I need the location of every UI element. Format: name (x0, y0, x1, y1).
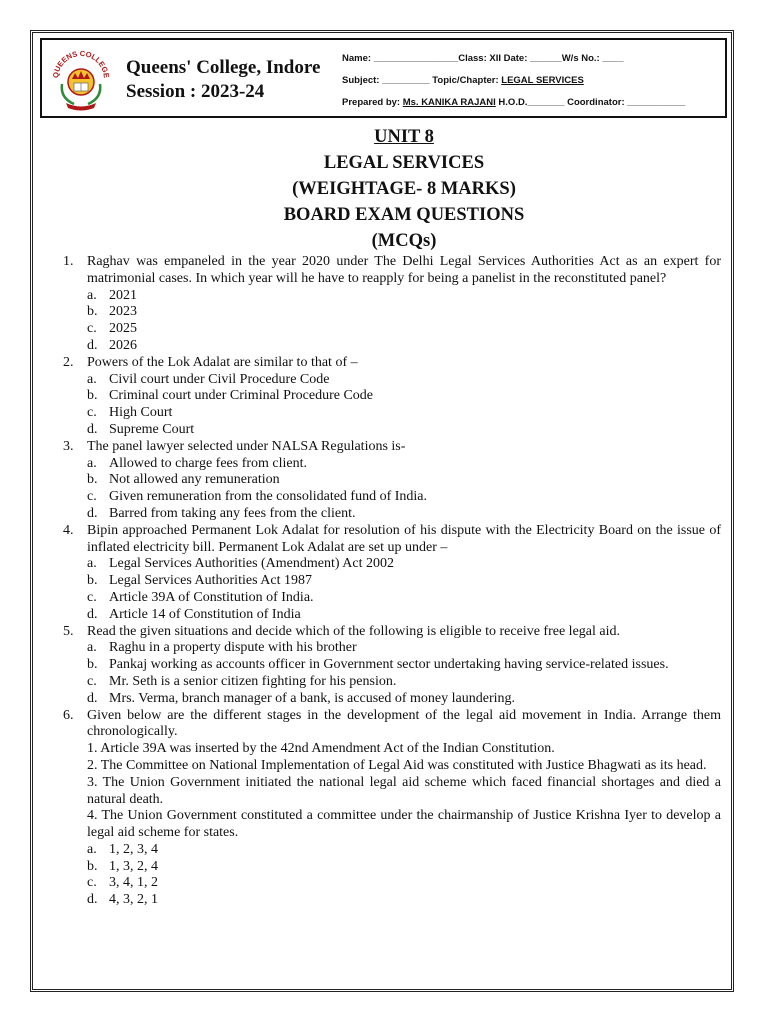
option-text: Pankaj working as accounts officer in Government sector undertaking having service-related issues. (109, 657, 669, 673)
option-item (63, 338, 721, 355)
option-text: Article 14 of Constitution of India (109, 606, 301, 622)
option-text: Civil court under Civil Procedure Code (109, 371, 330, 387)
option-label: c. (87, 875, 97, 891)
option-text: 2021 (109, 287, 137, 303)
option-label: d. (87, 337, 98, 353)
question-item (63, 708, 721, 742)
question-number: 2. (63, 354, 74, 370)
option-label: b. (87, 472, 98, 488)
option-item (63, 456, 721, 473)
question-number: 1. (63, 254, 74, 269)
meta-line-name: Name: ________________Class: XII Date: ______W/s No.: ____ (342, 53, 624, 64)
question-item (63, 523, 721, 557)
option-label: b. (87, 657, 98, 673)
option-item (63, 388, 721, 405)
question-number: 4. (63, 522, 74, 538)
question-text: Bipin approached Permanent Lok Adalat for resolution of his dispute with the Electricity Board on the issue of inflated electricity bill. Permanent Lok Adalat are set up under – (87, 522, 721, 555)
meta-line-subject (342, 70, 685, 92)
chapter-title: LEGAL SERVICES (323, 153, 485, 173)
question-text: Raghav was empaneled in the year 2020 under The Delhi Legal Services Authorities Act as an expert for matrimonial cases. In which year will he have to reapply for being a panelist in the reconstituted panel? (87, 254, 721, 286)
option-text: Legal Services Authorities Act 1987 (109, 573, 312, 589)
option-item (63, 573, 721, 590)
college-name-block (126, 56, 320, 104)
option-item (63, 875, 721, 892)
option-item (63, 489, 721, 506)
option-label: d. (87, 505, 98, 521)
question-number: 5. (63, 623, 74, 639)
option-item (63, 691, 721, 708)
option-text: Given remuneration from the consolidated fund of India. (109, 489, 428, 505)
option-label: b. (87, 304, 98, 320)
college-name: Queens' College, Indore (126, 57, 321, 78)
prepared-by-value: Ms. KANIKA RAJANI (402, 97, 496, 108)
option-text: Barred from taking any fees from the client. (109, 505, 356, 521)
section-title: BOARD EXAM QUESTIONS (283, 205, 525, 225)
unit-title: UNIT 8 (374, 127, 434, 147)
option-text: Mr. Seth is a senior citizen fighting for his pension. (109, 673, 397, 689)
option-item (63, 472, 721, 489)
statement-item: 2. The Committee on National Implementation of Legal Aid was constituted with Justice Bhagwati as its head. (87, 757, 707, 773)
question-text: Read the given situations and decide which of the following is eligible to receive free legal aid. (87, 623, 620, 639)
option-text: Raghu in a property dispute with his brother (109, 640, 357, 656)
college-logo (48, 46, 114, 112)
option-item (63, 556, 721, 573)
topic-value: LEGAL SERVICES (501, 75, 584, 86)
header-box (40, 38, 727, 118)
option-label: a. (87, 455, 97, 471)
question-list (63, 254, 721, 909)
option-label: b. (87, 858, 98, 874)
option-text: High Court (109, 405, 173, 421)
option-text: Not allowed any remuneration (109, 472, 280, 488)
option-label: c. (87, 405, 97, 421)
option-item (63, 288, 721, 305)
option-item (63, 657, 721, 674)
option-item (63, 640, 721, 657)
question-item (63, 355, 721, 372)
option-text: 2025 (109, 321, 137, 337)
option-label: d. (87, 892, 98, 908)
question-item (63, 624, 721, 641)
title-block (40, 124, 768, 254)
question-text: The panel lawyer selected under NALSA Regulations is- (87, 438, 406, 454)
option-item (63, 892, 721, 909)
option-label: b. (87, 573, 98, 589)
option-item (63, 372, 721, 389)
question-item (63, 439, 721, 456)
weightage: (WEIGHTAGE- 8 MARKS) (292, 179, 516, 199)
option-item (63, 859, 721, 876)
option-text: Supreme Court (109, 421, 195, 437)
option-label: a. (87, 640, 97, 656)
option-text: Mrs. Verma, branch manager of a bank, is accused of money laundering. (109, 690, 515, 706)
option-item (63, 674, 721, 691)
prepared-label: Prepared by: (342, 97, 403, 108)
option-text: 1, 3, 2, 4 (109, 858, 158, 874)
option-item (63, 405, 721, 422)
question-type: (MCQs) (371, 231, 437, 251)
option-text: Allowed to charge fees from client. (109, 455, 308, 471)
option-text: 2026 (109, 337, 137, 353)
hod-coordinator: H.O.D._______ Coordinator: ___________ (495, 97, 686, 108)
option-item (63, 607, 721, 624)
option-text: 2023 (109, 304, 137, 320)
meta-line-prepared (342, 92, 685, 114)
question-number: 6. (63, 707, 74, 723)
option-label: c. (87, 489, 97, 505)
option-label: d. (87, 690, 98, 706)
question-number: 3. (63, 438, 74, 454)
option-item (63, 590, 721, 607)
option-text: 1, 2, 3, 4 (109, 841, 158, 857)
option-label: c. (87, 321, 97, 337)
option-item (63, 304, 721, 321)
question-item (63, 254, 721, 288)
option-label: a. (87, 841, 97, 857)
option-text: 3, 4, 1, 2 (109, 875, 158, 891)
option-label: a. (87, 371, 97, 387)
option-label: d. (87, 421, 98, 437)
option-text: 4, 3, 2, 1 (109, 892, 158, 908)
option-label: c. (87, 673, 97, 689)
option-text: Article 39A of Constitution of India. (109, 589, 314, 605)
option-label: a. (87, 556, 97, 572)
option-text: Legal Services Authorities (Amendment) Act 2002 (109, 556, 394, 572)
question-text: Powers of the Lok Adalat are similar to that of – (87, 354, 358, 370)
option-item (63, 321, 721, 338)
svg-text:QUEENS COLLEGE: QUEENS COLLEGE (50, 48, 112, 79)
statement-item: 1. Article 39A was inserted by the 42nd Amendment Act of the Indian Constitution. (87, 741, 555, 757)
option-item (63, 842, 721, 859)
option-label: c. (87, 589, 97, 605)
option-item (63, 506, 721, 523)
worksheet-meta (342, 48, 685, 114)
option-label: b. (87, 388, 98, 404)
statement-item: 4. The Union Government constituted a committee under the chairmanship of Justice Krishna Iyer to develop a legal aid scheme for states. (87, 808, 721, 841)
option-text: Criminal court under Criminal Procedure Code (109, 388, 373, 404)
option-label: d. (87, 606, 98, 622)
subject-label: Subject: _________ Topic/Chapter: (342, 75, 502, 86)
option-label: a. (87, 287, 97, 303)
session: Session : 2023-24 (126, 81, 265, 102)
question-text: Given below are the different stages in the development of the legal aid movement in India. Arrange them chronologically. (87, 707, 721, 740)
statement-item: 3. The Union Government initiated the national legal aid scheme which faced financial shortages and died a natural death. (87, 774, 721, 807)
option-item (63, 422, 721, 439)
